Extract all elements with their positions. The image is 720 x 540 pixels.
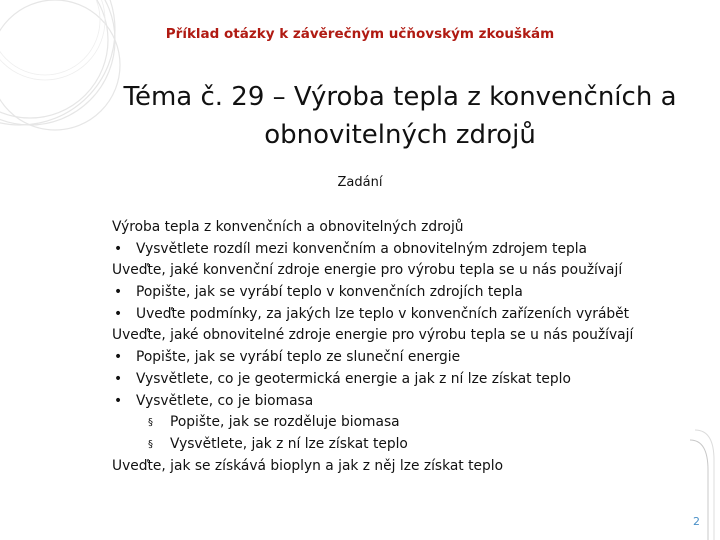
bullet-marker: • bbox=[114, 305, 123, 322]
line-text: Vysvětlete, jak z ní lze získat teplo bbox=[170, 435, 408, 452]
subtitle: Zadání bbox=[337, 175, 383, 190]
sub-bullet-item bbox=[112, 412, 707, 434]
line-text: Popište, jak se rozděluje biomasa bbox=[170, 414, 400, 431]
bullet-marker: • bbox=[114, 349, 123, 366]
page-title bbox=[100, 78, 700, 154]
bullet-item bbox=[112, 304, 707, 326]
bullet-item bbox=[112, 282, 707, 304]
line-text: Vysvětlete, co je geotermická energie a jak z ní lze získat teplo bbox=[136, 370, 571, 387]
line-text: Uveďte, jaké konvenční zdroje energie pro výrobu tepla se u nás používají bbox=[112, 262, 623, 279]
line-text: Uveďte podmínky, za jakých lze teplo v konvenčních zařízeních vyrábět bbox=[136, 305, 630, 322]
bullet-item bbox=[112, 391, 707, 413]
title-line-1: Téma č. 29 – Výroba tepla z konvenčních a bbox=[123, 82, 677, 112]
question-line bbox=[112, 456, 707, 478]
bullet-item bbox=[112, 239, 707, 261]
bullet-marker: § bbox=[148, 438, 153, 450]
bullet-marker: § bbox=[148, 417, 153, 429]
bullet-item bbox=[112, 347, 707, 369]
title-line-2: obnovitelných zdrojů bbox=[264, 120, 536, 150]
page-number: 2 bbox=[693, 515, 700, 528]
line-text: Výroba tepla z konvenčních a obnovitelných zdrojů bbox=[112, 219, 464, 235]
line-text: Popište, jak se vyrábí teplo v konvenčních zdrojích tepla bbox=[136, 284, 523, 301]
line-text: Uveďte, jak se získává bioplyn a jak z něj lze získat teplo bbox=[112, 457, 504, 474]
header: Příklad otázky k závěrečným učňovským zkouškám bbox=[165, 26, 555, 42]
question-line bbox=[112, 260, 707, 282]
bullet-item bbox=[112, 369, 707, 391]
line-text: Vysvětlete, co je biomasa bbox=[136, 392, 314, 409]
sub-bullet-item bbox=[112, 434, 707, 456]
line-text: Uveďte, jaké obnovitelné zdroje energie pro výrobu tepla se u nás používají bbox=[112, 327, 634, 344]
bullet-marker: • bbox=[114, 370, 123, 387]
content-list bbox=[112, 217, 707, 477]
line-text: Popište, jak se vyrábí teplo ze sluneční energie bbox=[136, 349, 461, 366]
bullet-marker: • bbox=[114, 284, 123, 301]
line-text: Vysvětlete rozdíl mezi konvenčním a obnovitelným zdrojem tepla bbox=[136, 240, 587, 257]
bullet-marker: • bbox=[114, 392, 123, 409]
question-line bbox=[112, 325, 707, 347]
bullet-marker: • bbox=[114, 240, 123, 257]
question-line bbox=[112, 217, 707, 239]
